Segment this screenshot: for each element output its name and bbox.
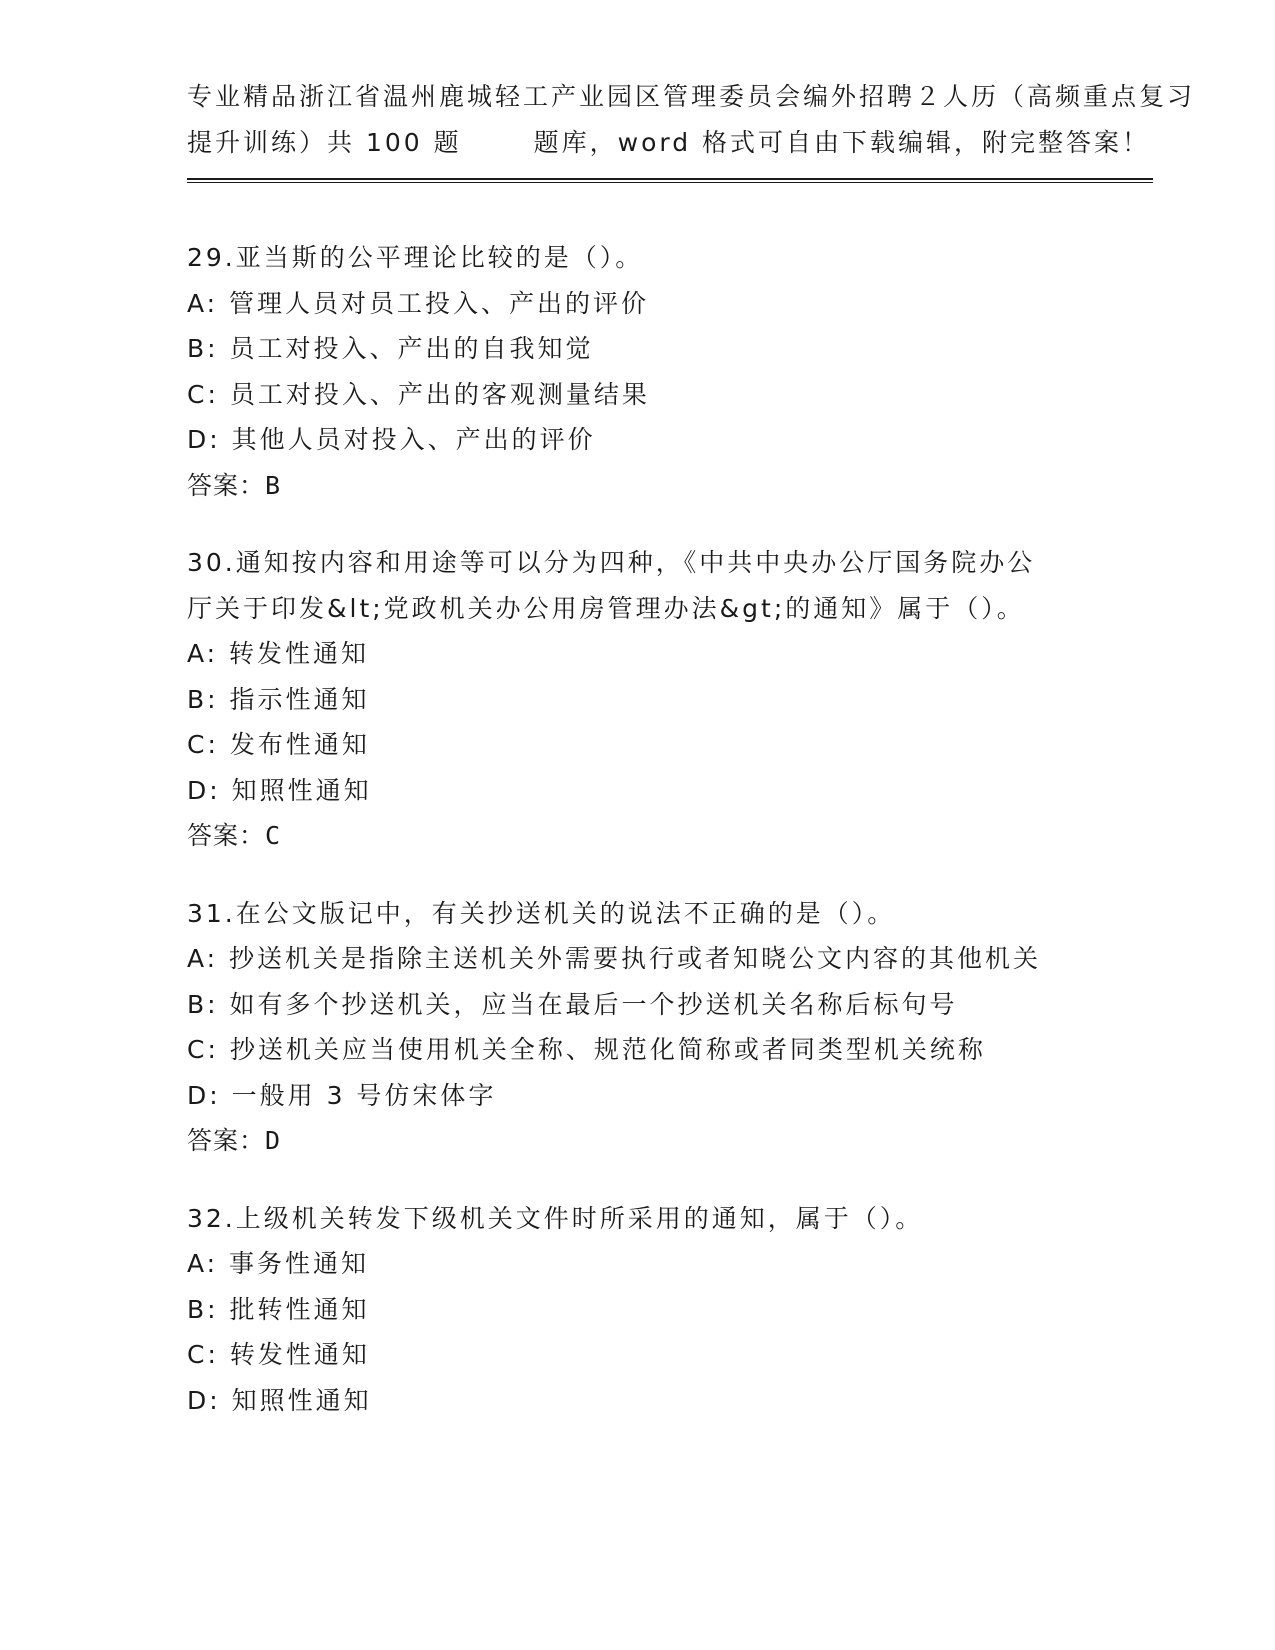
header-line-2-part-1: 提升训练）共 100 题: [187, 127, 462, 157]
option-a: A: 事务性通知: [187, 1249, 370, 1278]
question-31: [187, 891, 1187, 1164]
option-c: C: 转发性通知: [187, 1340, 370, 1369]
header-line-2-part-2: 题库，word 格式可自由下载编辑，附完整答案！: [533, 127, 1151, 157]
answer-value: C: [265, 821, 282, 850]
option-b: B: 员工对投入、产出的自我知觉: [187, 334, 594, 363]
option-a: A: 转发性通知: [187, 639, 370, 668]
option-b: B: 指示性通知: [187, 684, 370, 714]
question-30: [187, 540, 1187, 859]
option-a: A: 管理人员对员工投入、产出的评价: [187, 288, 650, 318]
option-c: C: 发布性通知: [187, 730, 370, 759]
header-divider: [187, 178, 1153, 183]
answer-label: 答案：: [187, 1126, 266, 1155]
answer-line: [187, 813, 1187, 859]
question-29: [187, 235, 1187, 508]
option-d: D: 知照性通知: [187, 1385, 372, 1415]
option-b: B: 如有多个抄送机关，应当在最后一个抄送机关名称后标句号: [187, 989, 958, 1019]
answer-value: D: [265, 1126, 282, 1155]
answer-value: B: [265, 470, 282, 500]
answer-line: [187, 463, 1187, 509]
option-b: B: 批转性通知: [187, 1294, 370, 1324]
question-stem-line-2: 厅关于印发&lt;党政机关办公用房管理办法&gt;的通知》属于（）。: [187, 593, 1025, 623]
option-d: D: 知照性通知: [187, 775, 372, 805]
header-line-2: [187, 120, 1151, 166]
option-d: D: 一般用 3 号仿宋体字: [187, 1080, 497, 1110]
question-stem: 32.上级机关转发下级机关文件时所采用的通知，属于（）。: [187, 1203, 924, 1233]
option-c: C: 员工对投入、产出的客观测量结果: [187, 379, 650, 409]
header-line-1: 专业精品浙江省温州鹿城轻工产业园区管理委员会编外招聘２人历（高频重点复习: [187, 82, 1196, 111]
option-d: D: 其他人员对投入、产出的评价: [187, 425, 596, 454]
option-a: A: 抄送机关是指除主送机关外需要执行或者知晓公文内容的其他机关: [187, 944, 1042, 973]
answer-label: 答案：: [187, 470, 266, 500]
document-header: [187, 74, 1196, 165]
question-list: [187, 235, 1187, 1455]
answer-label: 答案：: [187, 821, 266, 850]
question-stem: 31.在公文版记中，有关抄送机关的说法不正确的是（）。: [187, 898, 896, 928]
question-stem-line-1: 30.通知按内容和用途等可以分为四种，《中共中央办公厅国务院办公: [187, 548, 1036, 577]
answer-line: [187, 1118, 1187, 1164]
question-stem: 29.亚当斯的公平理论比较的是（）。: [187, 243, 644, 272]
option-c: C: 抄送机关应当使用机关全称、规范化简称或者同类型机关统称: [187, 1035, 986, 1064]
question-32: [187, 1196, 1187, 1424]
